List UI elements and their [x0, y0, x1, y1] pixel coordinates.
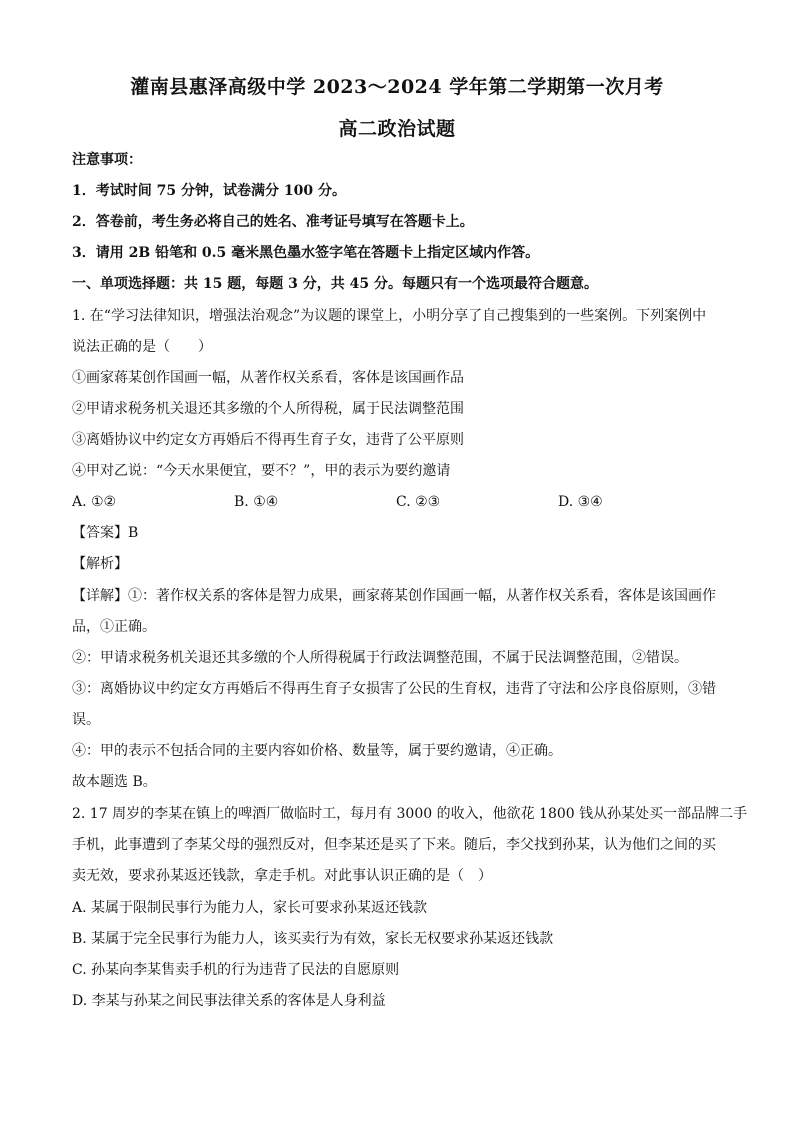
- detail-tag: 【详解】: [72, 588, 128, 604]
- answer-value: B: [128, 525, 139, 541]
- note-item-2: 2．答卷前，考生务必将自己的姓名、准考证号填写在答题卡上。: [72, 214, 474, 230]
- q2-option-c: C. 孙某向李某售卖手机的行为违背了民法的自愿原则: [72, 962, 400, 978]
- q2-stem-line-2: 手机，此事遭到了李某父母的强烈反对，但李某还是买了下来。随后，李父找到孙某，认为他们之间的买: [72, 837, 716, 853]
- q1-statement-1: ①画家蒋某创作国画一幅，从著作权关系看，客体是该国画作品: [72, 370, 464, 386]
- q1-stem-line-1: 1. 在“学习法律知识，增强法治观念”为议题的课堂上，小明分享了自己搜集到的一些案例。下列案例中: [72, 308, 707, 324]
- q1-option-d: D. ③④: [558, 494, 603, 510]
- q1-stem-line-2: 说法正确的是（ ）: [72, 339, 212, 355]
- exam-subtitle: 高二政治试题: [338, 118, 456, 140]
- note-item-3: 3．请用 2B 铅笔和 0.5 毫米黑色墨水签字笔在答题卡上指定区域内作答。: [72, 245, 540, 261]
- analysis-tag: 【解析】: [72, 556, 128, 572]
- q1-detail-line-1: [72, 586, 716, 606]
- q1-detail-line-5: 误。: [72, 712, 100, 728]
- q1-option-c: C. ②③: [396, 494, 441, 510]
- q2-stem-line-1: 2. 17 周岁的李某在镇上的啤酒厂做临时工，每月有 3000 的收入，他欲花 1800 钱从孙某处买一部品牌二手: [72, 806, 748, 822]
- q1-option-b: B. ①④: [234, 494, 279, 510]
- q1-detail-line-3: ②：甲请求税务机关退还其多缴的个人所得税属于行政法调整范围，不属于民法调整范围，②错误。: [72, 650, 688, 666]
- answer-tag: 【答案】: [72, 525, 128, 541]
- q1-option-a: A. ①②: [72, 494, 117, 510]
- q2-stem-line-3: 卖无效，要求孙某返还钱款，拿走手机。对此事认识正确的是（ ）: [72, 868, 492, 884]
- q1-statement-4: ④甲对乙说：“今天水果便宜，要不？”，甲的表示为要约邀请: [72, 463, 451, 479]
- q2-option-b: B. 某属于完全民事行为能力人，该买卖行为有效，家长无权要求孙某返还钱款: [72, 931, 554, 947]
- q1-statement-2: ②甲请求税务机关退还其多缴的个人所得税，属于民法调整范围: [72, 401, 464, 417]
- detail-text-1: ①：著作权关系的客体是智力成果，画家蒋某创作国画一幅，从著作权关系看，客体是该国画作: [128, 588, 716, 604]
- q2-option-a: A. 某属于限制民事行为能力人，家长可要求孙某返还钱款: [72, 900, 428, 916]
- q1-detail-line-6: ④：甲的表示不包括合同的主要内容如价格、数量等，属于要约邀请，④正确。: [72, 743, 562, 759]
- notes-heading: 注意事项：: [72, 152, 142, 168]
- q1-conclusion: 故本题选 B。: [72, 774, 157, 790]
- q1-detail-line-2: 品，①正确。: [72, 619, 156, 635]
- section-heading: 一、单项选择题：共 15 题，每题 3 分，共 45 分。每题只有一个选项最符合题意。: [72, 276, 598, 292]
- q1-detail-line-4: ③：离婚协议中约定女方再婚后不得再生育子女损害了公民的生育权，违背了守法和公序良俗原则，③错: [72, 681, 716, 697]
- note-item-1: 1．考试时间 75 分钟，试卷满分 100 分。: [72, 183, 346, 199]
- q2-option-d: D. 李某与孙某之间民事法律关系的客体是人身利益: [72, 993, 386, 1009]
- q1-statement-3: ③离婚协议中约定女方再婚后不得再生育子女，违背了公平原则: [72, 432, 464, 448]
- exam-title: 灌南县惠泽高级中学 2023～2024 学年第二学期第一次月考: [130, 76, 664, 98]
- q1-answer: [72, 523, 138, 543]
